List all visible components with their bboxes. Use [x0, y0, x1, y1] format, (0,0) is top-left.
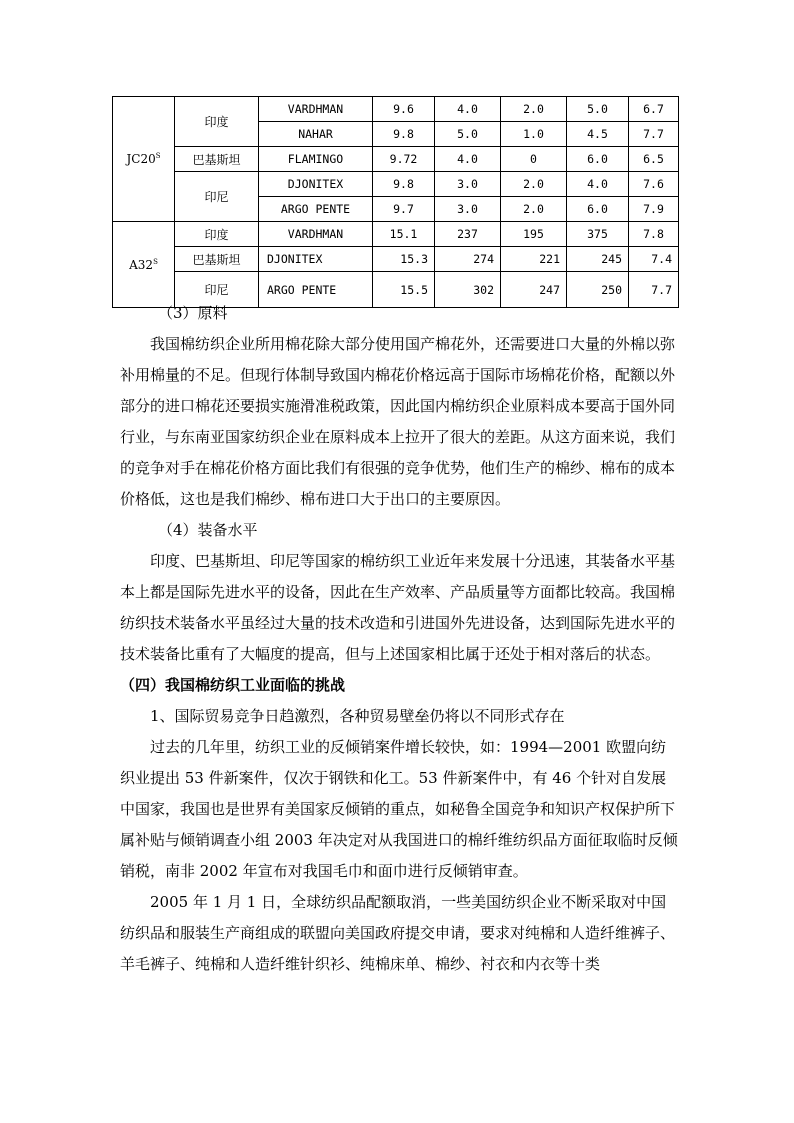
yarn-spec-table [112, 96, 679, 308]
value-cell: 237 [435, 222, 501, 247]
company-cell: ARGO PENTE [259, 272, 373, 308]
value-cell: 221 [501, 247, 567, 272]
value-cell: 6.0 [567, 147, 629, 172]
table-row [113, 247, 679, 272]
value-cell: 9.8 [373, 172, 435, 197]
paragraph-challenge-1a: 过去的几年里，纺织工业的反倾销案件增长较快，如：1994—2001 欧盟向纺织业提出 53 件新案件，仅次于钢铁和化工。53 件新案件中，有 46 个针对自发展中国家，我国也是世界有美国家反倾销的重点，如秘鲁全国竞争和知识产权保护所下属补贴与倾销调查小组 2003 年决定对从我国进口的棉纤维纺织品方面征取临时反倾销税，南非 2002 年宣布对我国毛巾和面巾进行反倾销审查。 [120, 738, 678, 880]
country-cell: 印尼 [175, 272, 259, 308]
value-cell: 3.0 [435, 197, 501, 222]
value-cell: 7.4 [629, 247, 679, 272]
section-heading-raw-material: （3）原料 [158, 304, 228, 322]
value-cell: 9.6 [373, 97, 435, 122]
value-cell: 302 [435, 272, 501, 308]
paragraph-equipment: 印度、巴基斯坦、印尼等国家的棉纺织工业近年来发展十分迅速，其装备水平基本上都是国际先进水平的设备，因此在生产效率、产品质量等方面都比较高。我国棉纺织技术装备水平虽经过大量的技术改造和引进国外先进设备，达到国际先进水平的技术装备比重有了大幅度的提高，但与上述国家相比属于还处于相对落后的状态。 [120, 552, 676, 663]
country-cell: 印尼 [175, 172, 259, 222]
value-cell: 15.1 [373, 222, 435, 247]
value-cell: 7.8 [629, 222, 679, 247]
country-cell: 印度 [175, 222, 259, 247]
grade-cell: $A32^S$ [113, 222, 175, 308]
value-cell: 1.0 [501, 122, 567, 147]
table-row [113, 147, 679, 172]
value-cell: 7.7 [629, 272, 679, 308]
company-cell: ARGO PENTE [259, 197, 373, 222]
value-cell: 247 [501, 272, 567, 308]
country-cell: 印度 [175, 97, 259, 147]
paragraph-challenge-1b: 2005 年 1 月 1 日，全球纺织品配额取消，一些美国纺织企业不断采取对中国纺织品和服装生产商组成的联盟向美国政府提交申请，要求对纯棉和人造纤维裤子、羊毛裤子、纯棉和人造纤维针织衫、纯棉床单、棉纱、衬衣和内衣等十类 [120, 893, 676, 973]
grade-cell: $JC20^S$ [113, 97, 175, 222]
value-cell: 9.72 [373, 147, 435, 172]
country-cell: 巴基斯坦 [175, 247, 259, 272]
value-cell: 2.0 [501, 197, 567, 222]
company-cell: DJONITEX [259, 247, 373, 272]
value-cell: 3.0 [435, 172, 501, 197]
table-row [113, 222, 679, 247]
value-cell: 9.7 [373, 197, 435, 222]
value-cell: 2.0 [501, 172, 567, 197]
value-cell: 0 [501, 147, 567, 172]
value-cell: 5.0 [567, 97, 629, 122]
value-cell: 6.5 [629, 147, 679, 172]
subheading-challenge-1: 1、国际贸易竞争日趋激烈，各种贸易壁垒仍将以不同形式存在 [150, 707, 565, 725]
value-cell: 4.0 [567, 172, 629, 197]
value-cell: 2.0 [501, 97, 567, 122]
value-cell: 7.6 [629, 172, 679, 197]
paragraph-raw-material: 我国棉纺织企业所用棉花除大部分使用国产棉花外，还需要进口大量的外棉以弥补用棉量的不足。但现行体制导致国内棉花价格远高于国际市场棉花价格，配额以外部分的进口棉花还要损实施滑准税政策，因此国内棉纺织企业原料成本要高于国外同行业，与东南亚国家纺织企业在原料成本上拉开了很大的差距。从这方面来说，我们的竞争对手在棉花价格方面比我们有很强的竞争优势，他们生产的棉纱、棉布的成本价格低，这也是我们棉纱、棉布进口大于出口的主要原因。 [120, 335, 676, 508]
table-row [113, 172, 679, 197]
company-cell: DJONITEX [259, 172, 373, 197]
value-cell: 6.0 [567, 197, 629, 222]
section-heading-challenges: （四）我国棉纺织工业面临的挑战 [120, 676, 346, 694]
value-cell: 15.5 [373, 272, 435, 308]
company-cell: VARDHMAN [259, 222, 373, 247]
company-cell: FLAMINGO [259, 147, 373, 172]
section-heading-equipment: （4）装备水平 [158, 521, 258, 539]
value-cell: 274 [435, 247, 501, 272]
table-row [113, 97, 679, 122]
value-cell: 4.5 [567, 122, 629, 147]
company-cell: NAHAR [259, 122, 373, 147]
country-cell: 巴基斯坦 [175, 147, 259, 172]
value-cell: 245 [567, 247, 629, 272]
company-cell: VARDHMAN [259, 97, 373, 122]
value-cell: 6.7 [629, 97, 679, 122]
value-cell: 4.0 [435, 147, 501, 172]
value-cell: 250 [567, 272, 629, 308]
body-text [120, 298, 680, 980]
value-cell: 4.0 [435, 97, 501, 122]
value-cell: 15.3 [373, 247, 435, 272]
value-cell: 195 [501, 222, 567, 247]
value-cell: 375 [567, 222, 629, 247]
value-cell: 5.0 [435, 122, 501, 147]
value-cell: 9.8 [373, 122, 435, 147]
value-cell: 7.7 [629, 122, 679, 147]
value-cell: 7.9 [629, 197, 679, 222]
